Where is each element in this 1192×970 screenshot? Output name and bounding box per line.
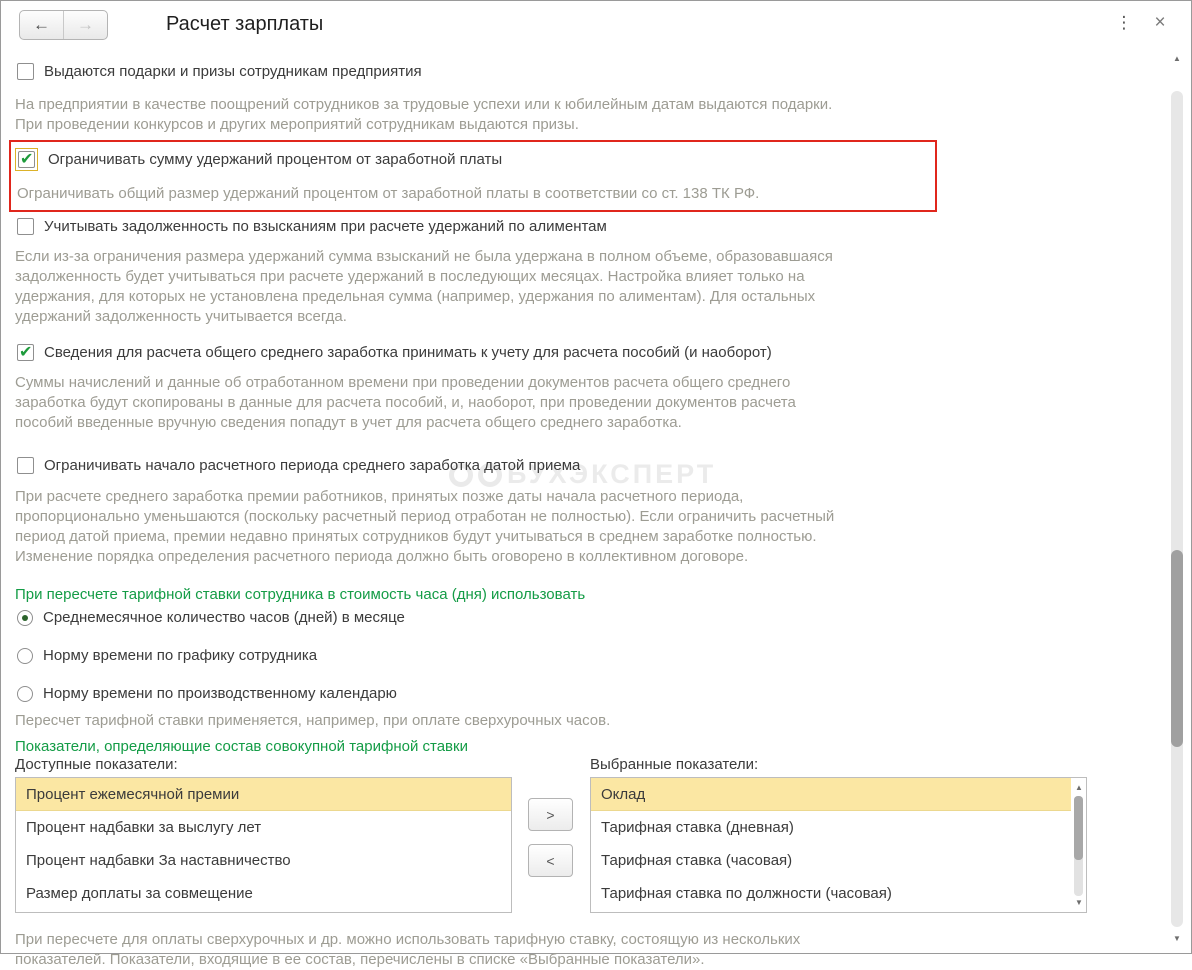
list-item[interactable]: Оклад (591, 778, 1071, 811)
gifts-description (15, 95, 832, 135)
close-icon[interactable]: × (1154, 12, 1166, 33)
desc-line: Если из-за ограничения размера удержаний сумма взысканий не была удержана в полном объеме, образовавшаяся (15, 248, 833, 265)
scroll-up-icon[interactable]: ▲ (1173, 54, 1181, 63)
radio-avg-monthly-hours[interactable] (17, 610, 33, 626)
main-scrollbar-thumb[interactable] (1171, 550, 1183, 747)
desc-line: показателей. Показатели, входящие в ее состав, перечислены в списке «Выбранные показатели». (15, 951, 705, 968)
move-right-button[interactable]: > (528, 798, 573, 831)
checkbox-debt-recoveries-label: Учитывать задолженность по взысканиям при расчете удержаний по алиментам (44, 218, 607, 235)
radio-label: Норму времени по графику сотрудника (43, 647, 318, 664)
desc-line: удержаний задолженность учитывается всегда. (15, 308, 347, 325)
checkbox-row-average-earnings[interactable] (17, 344, 772, 361)
desc-line: Пересчет тарифной ставки применяется, например, при оплате сверхурочных часов. (15, 712, 611, 729)
desc-line: Изменение порядка определения расчетного периода должно быть оговорено в коллективном договоре. (15, 548, 749, 565)
list-scrollbar-thumb[interactable] (1074, 796, 1083, 860)
average-earnings-description (15, 373, 796, 433)
checkbox-gifts-label: Выдаются подарки и призы сотрудникам предприятия (44, 63, 422, 80)
list-item[interactable]: Тарифная ставка по должности (часовая) (601, 885, 892, 902)
checkbox-row-debt-recoveries[interactable] (17, 218, 607, 235)
list-item[interactable]: Тарифная ставка (часовая) (601, 852, 793, 869)
checkbox-average-earnings[interactable] (17, 344, 34, 361)
desc-line: задолженность будет учитываться при расчете удержаний в последующих месяцах. Настройка влияет только на (15, 268, 805, 285)
list-item[interactable]: Процент надбавки За наставничество (26, 852, 291, 869)
scroll-up-icon[interactable]: ▲ (1075, 783, 1083, 792)
limit-period-description (15, 487, 834, 567)
selected-indicators-list[interactable] (590, 777, 1087, 913)
checkbox-row-gifts[interactable] (17, 63, 422, 80)
desc-line: При проведении конкурсов и других мероприятий сотрудникам выдаются призы. (15, 116, 579, 133)
desc-line: Суммы начислений и данные об отработанном времени при проведении документов расчета общего среднего (15, 374, 791, 391)
scroll-down-icon[interactable]: ▼ (1075, 898, 1083, 907)
desc-line: пособий введенные вручную сведения попадут в учет для расчета общего среднего заработка. (15, 414, 682, 431)
tariff-recalc-heading: При пересчете тарифной ставки сотрудника в стоимость часа (дня) использовать (15, 586, 586, 603)
radio-label: Среднемесячное количество часов (дней) в месяце (43, 609, 405, 626)
selected-indicators-label: Выбранные показатели: (590, 756, 759, 773)
desc-line: При пересчете для оплаты сверхурочных и др. можно использовать тарифную ставку, состоящую из нескольких (15, 931, 801, 948)
desc-line: период датой приема, премии недавно принятых сотрудников будут учитываться в среднем заработке полностью. (15, 528, 817, 545)
main-scrollbar-track[interactable] (1171, 91, 1183, 927)
more-menu-icon[interactable]: ⋮ (1115, 13, 1133, 32)
radio-row-avg-monthly-hours[interactable] (17, 609, 405, 626)
available-indicators-label: Доступные показатели: (15, 756, 178, 773)
desc-line: заработка будут скопированы в данные для расчета пособий, и, наоборот, при проведении документов расчета (15, 394, 796, 411)
checkbox-average-earnings-label: Сведения для расчета общего среднего заработка принимать к учету для расчета пособий (и наоборот) (44, 344, 772, 361)
radio-row-schedule-norm[interactable] (17, 647, 317, 664)
checkbox-row-limit-period[interactable] (17, 457, 580, 474)
desc-line: Ограничивать общий размер удержаний процентом от заработной платы в соответствии со ст. 138 ТК РФ. (17, 185, 760, 202)
list-item[interactable]: Процент надбавки за выслугу лет (26, 819, 262, 836)
indicators-heading: Показатели, определяющие состав совокупной тарифной ставки (15, 738, 468, 755)
radio-calendar-norm[interactable] (17, 686, 33, 702)
page-title: Расчет зарплаты (166, 13, 324, 35)
checkbox-limit-period[interactable] (17, 457, 34, 474)
checkbox-limit-deductions[interactable] (18, 151, 35, 168)
watermark-text: БУХЭКСПЕРТ (507, 459, 717, 489)
checkbox-gifts[interactable] (17, 63, 34, 80)
debt-recoveries-description (15, 247, 833, 327)
bottom-note (15, 930, 800, 970)
list-item[interactable]: Процент ежемесячной премии (16, 778, 511, 811)
checkbox-limit-period-label: Ограничивать начало расчетного периода среднего заработка датой приема (44, 457, 581, 474)
desc-line: удержания, для которых не установлена предельная сумма (например, удержания по алиментам). Для остальных (15, 288, 816, 305)
radio-label: Норму времени по производственному календарю (43, 685, 397, 702)
radio-schedule-norm[interactable] (17, 648, 33, 664)
forward-arrow-icon[interactable]: → (77, 15, 94, 34)
focus-ring (15, 148, 38, 171)
history-nav-group (19, 10, 108, 40)
desc-line: пропорционально уменьшаются (поскольку расчетный период отработан не полностью). Если ограничить расчетный (15, 508, 835, 525)
checkbox-row-limit-deductions[interactable] (15, 148, 502, 171)
desc-line: При расчете среднего заработка премии работников, принятых позже даты начала расчетного периода, (15, 488, 744, 505)
list-item[interactable]: Размер доплаты за совмещение (26, 885, 253, 902)
checkbox-debt-recoveries[interactable] (17, 218, 34, 235)
checkbox-limit-deductions-label: Ограничивать сумму удержаний процентом от заработной платы (48, 151, 503, 168)
limit-deductions-description (17, 184, 759, 204)
radio-row-calendar-norm[interactable] (17, 685, 397, 702)
available-indicators-list[interactable] (15, 777, 512, 913)
move-left-button[interactable]: < (528, 844, 573, 877)
tariff-recalc-note (15, 711, 610, 731)
list-item[interactable]: Тарифная ставка (дневная) (601, 819, 794, 836)
desc-line: На предприятии в качестве поощрений сотрудников за трудовые успехи или к юбилейным датам выдаются подарки. (15, 96, 833, 113)
list-scrollbar[interactable] (1071, 778, 1086, 912)
back-arrow-icon[interactable]: ← (20, 11, 64, 39)
scroll-down-icon[interactable]: ▼ (1173, 934, 1181, 943)
